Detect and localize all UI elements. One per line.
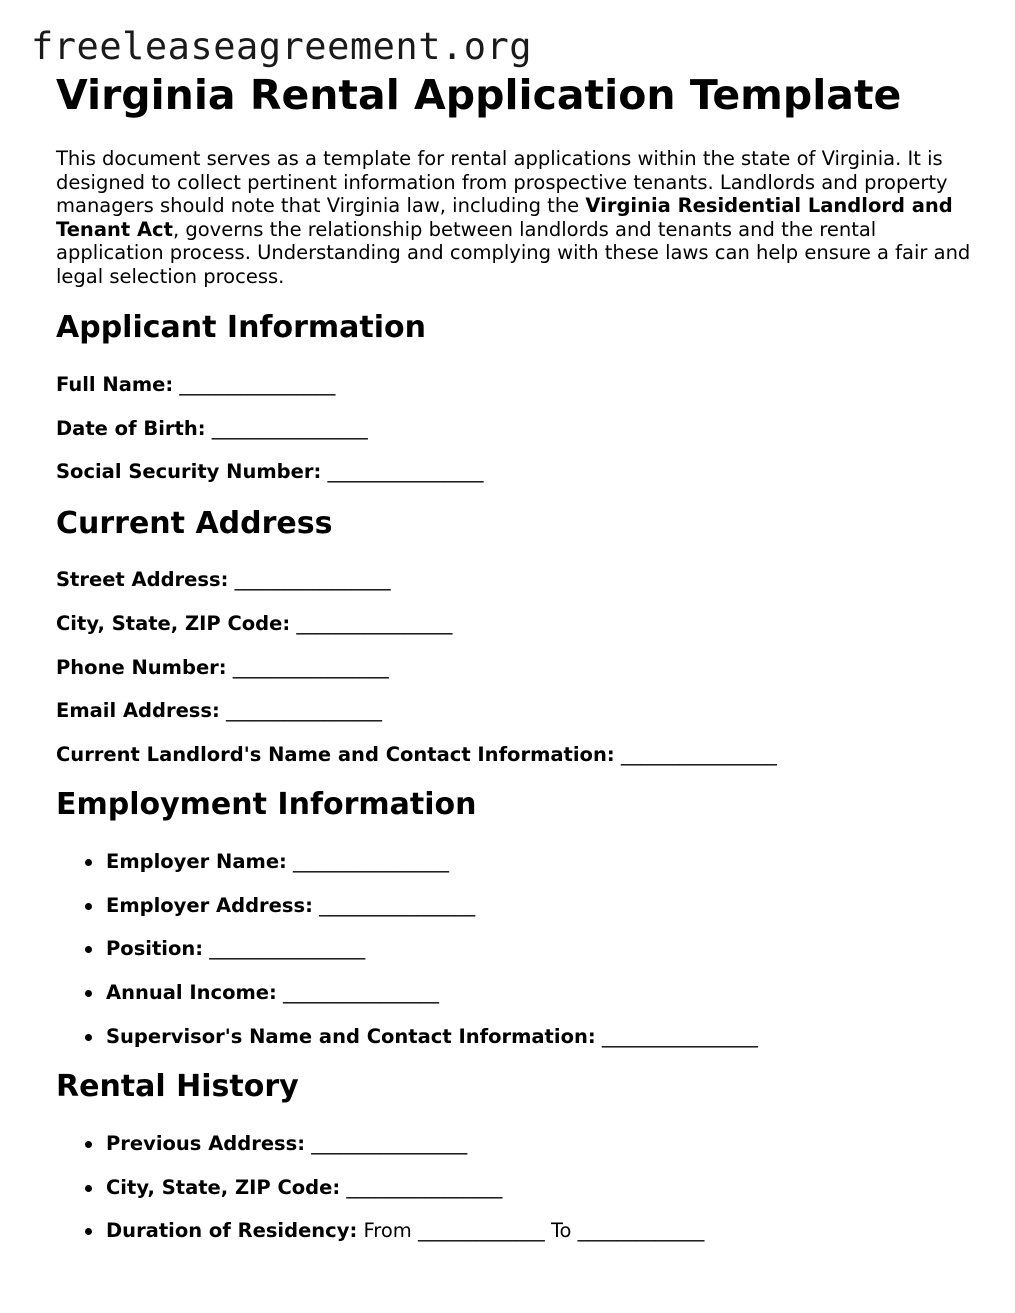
bullet-icon (85, 859, 92, 866)
phone-number-blank[interactable]: ________________ (232, 656, 389, 679)
section-heading-rental-history: Rental History (56, 1069, 299, 1104)
field-label: Phone Number: (56, 656, 227, 679)
intro-paragraph (56, 147, 971, 289)
field-label: Email Address: (56, 699, 220, 722)
bullet-icon (85, 990, 92, 997)
field-label: Full Name: (56, 373, 174, 396)
field-duration-of-residency (106, 1219, 704, 1243)
current-landlord-blank[interactable]: ________________ (620, 743, 777, 766)
field-label: City, State, ZIP Code: (106, 1176, 341, 1199)
email-address-blank[interactable]: ________________ (226, 699, 383, 722)
intro-text-1: This document serves as a template for rental applications within the state of Virginia. It is designed to collect pertinent information from prospective tenants. Landlords and property managers should note that Virginia law, including the (56, 147, 948, 218)
position-blank[interactable]: ________________ (209, 937, 366, 960)
section-heading-applicant: Applicant Information (56, 310, 426, 345)
bullet-icon (85, 1185, 92, 1192)
field-label: Supervisor's Name and Contact Information: (106, 1025, 596, 1048)
bullet-icon (85, 903, 92, 910)
field-full-name (56, 373, 335, 397)
field-email-address (56, 699, 382, 723)
employer-address-blank[interactable]: ________________ (319, 894, 476, 917)
field-date-of-birth (56, 417, 368, 441)
from-label: From (363, 1219, 412, 1242)
supervisor-blank[interactable]: ________________ (601, 1025, 758, 1048)
date-of-birth-blank[interactable]: ________________ (211, 417, 368, 440)
field-employer-name (106, 850, 449, 874)
intro-text-2: , governs the relationship between landlords and tenants and the rental application process. Understanding and complying with these laws can help ensure a fair and legal selection process. (56, 217, 971, 288)
bullet-icon (85, 1141, 92, 1148)
city-state-zip-blank[interactable]: ________________ (296, 612, 453, 635)
bullet-icon (85, 946, 92, 953)
field-position (106, 937, 365, 961)
page-title: Virginia Rental Application Template (56, 71, 902, 119)
field-label: City, State, ZIP Code: (56, 612, 291, 635)
field-city-state-zip (56, 612, 452, 636)
street-address-blank[interactable]: ________________ (234, 568, 391, 591)
intro-act-name: Virginia Residential Landlord and Tenant Act (56, 194, 953, 241)
from-date-blank[interactable]: _____________ (417, 1219, 545, 1242)
field-label: Duration of Residency: (106, 1219, 358, 1242)
section-heading-employment: Employment Information (56, 787, 477, 822)
field-employer-address (106, 894, 475, 918)
field-annual-income (106, 981, 439, 1005)
field-current-landlord (56, 743, 777, 767)
field-ssn (56, 460, 483, 484)
field-street-address (56, 568, 391, 592)
annual-income-blank[interactable]: ________________ (283, 981, 440, 1004)
field-label: Street Address: (56, 568, 229, 591)
to-date-blank[interactable]: _____________ (577, 1219, 705, 1242)
section-heading-current-address: Current Address (56, 506, 333, 541)
field-label: Annual Income: (106, 981, 277, 1004)
field-label: Date of Birth: (56, 417, 206, 440)
field-phone-number (56, 656, 389, 680)
bullet-icon (85, 1034, 92, 1041)
field-label: Social Security Number: (56, 460, 322, 483)
field-label: Employer Name: (106, 850, 287, 873)
field-previous-city-state-zip (106, 1176, 502, 1200)
field-label: Previous Address: (106, 1132, 306, 1155)
bullet-icon (85, 1228, 92, 1235)
previous-city-state-zip-blank[interactable]: ________________ (346, 1176, 503, 1199)
site-watermark: freeleaseagreement.org (31, 25, 533, 68)
field-label: Employer Address: (106, 894, 313, 917)
field-previous-address (106, 1132, 467, 1156)
employer-name-blank[interactable]: ________________ (293, 850, 450, 873)
previous-address-blank[interactable]: ________________ (311, 1132, 468, 1155)
field-label: Current Landlord's Name and Contact Information: (56, 743, 615, 766)
ssn-blank[interactable]: ________________ (327, 460, 484, 483)
field-label: Position: (106, 937, 204, 960)
full-name-blank[interactable]: ________________ (179, 373, 336, 396)
to-label: To (550, 1219, 572, 1242)
field-supervisor (106, 1025, 758, 1049)
